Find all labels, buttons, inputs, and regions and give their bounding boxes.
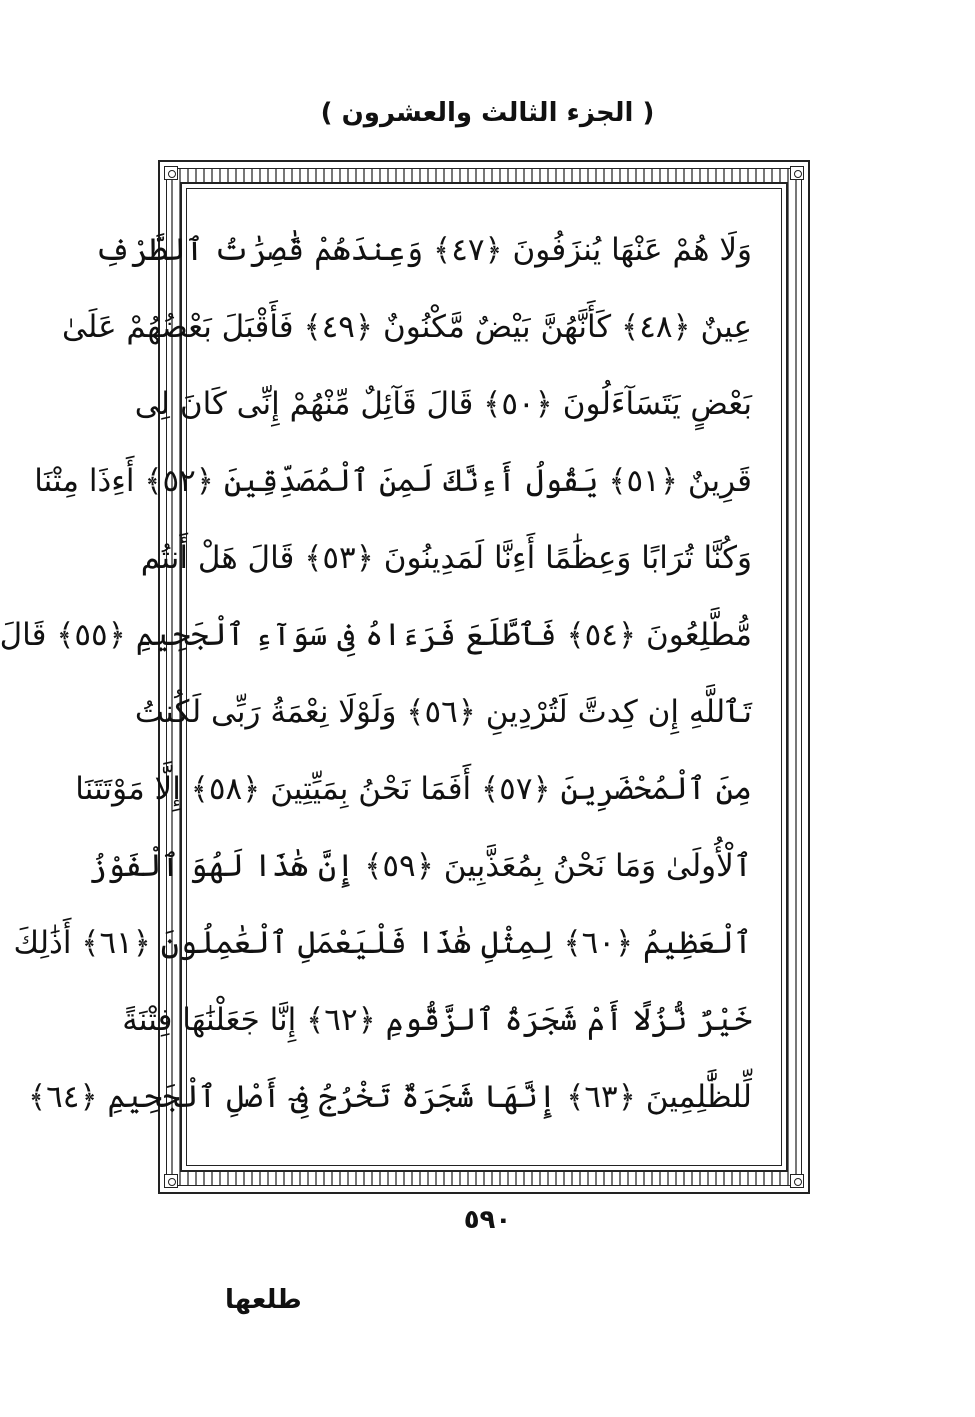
verse-line: لِّلظَّٰلِمِينَ ﴿٦٣﴾ إِنَّهَا شَجَرَةٌ تَخْرُجُ فِىٓ أَصْلِ ٱلْجَحِيمِ ﴿٦٤﴾ (27, 1079, 752, 1115)
verse-line: وَلَا هُمْ عَنْهَا يُنزَفُونَ ﴿٤٧﴾ وَعِندَهُمْ قَٰصِرَٰتُ ٱلطَّرْفِ (94, 232, 752, 268)
verse-line: خَيْرٌ نُّزُلًا أَمْ شَجَرَةُ ٱلزَّقُّومِ ﴿٦٢﴾ إِنَّا جَعَلْنَٰهَا فِتْنَةً (122, 1002, 752, 1038)
verse-line: تَٱللَّهِ إِن كِدتَّ لَتُرْدِينِ ﴿٥٦﴾ وَلَوْلَا نِعْمَةُ رَبِّى لَكُنتُ (134, 694, 752, 730)
verse-line: قَرِينٌ ﴿٥١﴾ يَقُولُ أَءِنَّكَ لَمِنَ ٱلْمُصَدِّقِينَ ﴿٥٢﴾ أَءِذَا مِتْنَا (34, 463, 752, 499)
page-header: ( الجزء الثالث والعشرون ) (320, 98, 655, 128)
verse-block (0, 212, 752, 1136)
ornamental-frame (0, 160, 810, 1194)
verse-line: عِينٌ ﴿٤٨﴾ كَأَنَّهُنَّ بَيْضٌ مَّكْنُونٌ ﴿٤٩﴾ فَأَقْبَلَ بَعْضُهُمْ عَلَىٰ (61, 309, 752, 345)
verse-line: مِنَ ٱلْمُحْضَرِينَ ﴿٥٧﴾ أَفَمَا نَحْنُ بِمَيِّتِينَ ﴿٥٨﴾ إِلَّا مَوْتَتَنَا (75, 771, 752, 807)
page-number: ٥٩٠ (463, 1205, 512, 1235)
verse-line: وَكُنَّا تُرَابًا وَعِظَٰمًا أَءِنَّا لَمَدِينُونَ ﴿٥٣﴾ قَالَ هَلْ أَنتُم (140, 540, 752, 576)
verse-line: مُّطَّلِعُونَ ﴿٥٤﴾ فَٱطَّلَعَ فَرَءَاهُ فِى سَوَآءِ ٱلْجَحِيمِ ﴿٥٥﴾ قَالَ (0, 617, 752, 653)
verse-line: ٱلْأُولَىٰ وَمَا نَحْنُ بِمُعَذَّبِينَ ﴿٥٩﴾ إِنَّ هَٰذَا لَهُوَ ٱلْفَوْزُ (88, 848, 752, 884)
frame-corner-ornament (164, 1174, 178, 1188)
frame-corner-ornament (790, 1174, 804, 1188)
verse-line: بَعْضٍ يَتَسَآءَلُونَ ﴿٥٠﴾ قَالَ قَآئِلٌ مِّنْهُمْ إِنِّى كَانَ لِى (134, 386, 752, 422)
frame-corner-ornament (790, 166, 804, 180)
verse-line: ٱلْعَظِيمُ ﴿٦٠﴾ لِمِثْلِ هَٰذَا فَلْيَعْمَلِ ٱلْعَٰمِلُونَ ﴿٦١﴾ أَذَٰلِكَ (13, 925, 752, 961)
frame-corner-ornament (164, 166, 178, 180)
catchword: طلعها (225, 1285, 302, 1315)
